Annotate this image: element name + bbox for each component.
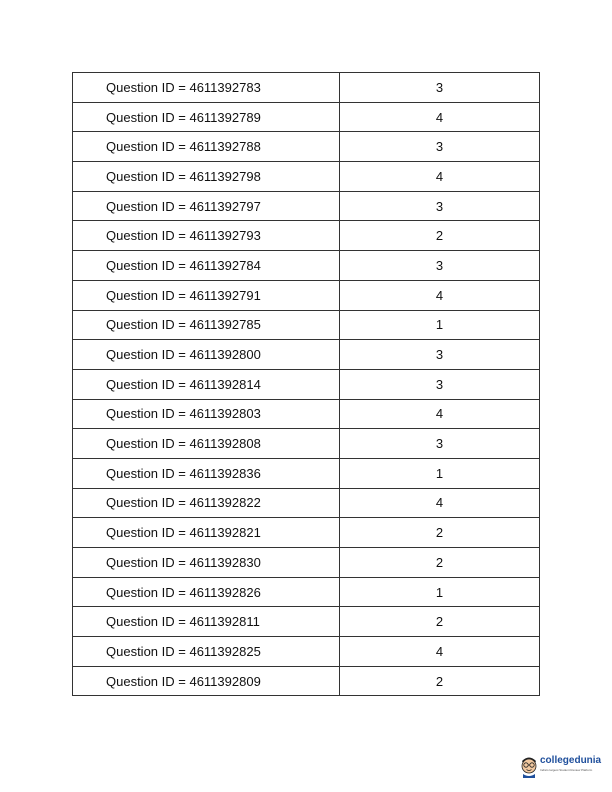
table-row: [73, 251, 540, 281]
answer-cell: 1: [340, 310, 540, 340]
question-id-cell: Question ID = 4611392783: [73, 73, 340, 103]
answer-cell: 2: [340, 607, 540, 637]
answer-key-table: [72, 72, 540, 696]
question-id-cell: Question ID = 4611392814: [73, 369, 340, 399]
answer-cell: 4: [340, 102, 540, 132]
question-id-cell: Question ID = 4611392821: [73, 518, 340, 548]
table-row: [73, 191, 540, 221]
question-id-cell: Question ID = 4611392836: [73, 458, 340, 488]
question-id-cell: Question ID = 4611392803: [73, 399, 340, 429]
answer-cell: 3: [340, 191, 540, 221]
collegedunia-logo: [516, 748, 612, 784]
question-id-cell: Question ID = 4611392789: [73, 102, 340, 132]
answer-cell: 4: [340, 488, 540, 518]
answer-cell: 4: [340, 280, 540, 310]
answer-cell: 3: [340, 251, 540, 281]
answer-cell: 3: [340, 369, 540, 399]
table-row: [73, 132, 540, 162]
question-id-cell: Question ID = 4611392830: [73, 548, 340, 578]
question-id-cell: Question ID = 4611392785: [73, 310, 340, 340]
question-id-cell: Question ID = 4611392822: [73, 488, 340, 518]
answer-cell: 3: [340, 132, 540, 162]
question-id-cell: Question ID = 4611392809: [73, 666, 340, 696]
table-row: [73, 221, 540, 251]
answer-cell: 3: [340, 340, 540, 370]
question-id-cell: Question ID = 4611392808: [73, 429, 340, 459]
answer-cell: 4: [340, 399, 540, 429]
student-mascot-icon: [518, 752, 540, 778]
question-id-cell: Question ID = 4611392788: [73, 132, 340, 162]
table-row: [73, 577, 540, 607]
question-id-cell: Question ID = 4611392798: [73, 162, 340, 192]
table-row: [73, 666, 540, 696]
question-id-cell: Question ID = 4611392826: [73, 577, 340, 607]
table-row: [73, 369, 540, 399]
question-id-cell: Question ID = 4611392811: [73, 607, 340, 637]
answer-cell: 1: [340, 577, 540, 607]
table-row: [73, 340, 540, 370]
table-row: [73, 518, 540, 548]
question-id-cell: Question ID = 4611392784: [73, 251, 340, 281]
answer-cell: 2: [340, 548, 540, 578]
brand-tagline: India's largest Student Review Platform: [540, 768, 593, 772]
question-id-cell: Question ID = 4611392825: [73, 637, 340, 667]
table-row: [73, 280, 540, 310]
table-row: [73, 399, 540, 429]
answer-key-rows: [73, 73, 540, 696]
question-id-cell: Question ID = 4611392793: [73, 221, 340, 251]
table-row: [73, 607, 540, 637]
question-id-cell: Question ID = 4611392797: [73, 191, 340, 221]
answer-cell: 2: [340, 666, 540, 696]
question-id-cell: Question ID = 4611392800: [73, 340, 340, 370]
table-row: [73, 548, 540, 578]
question-id-cell: Question ID = 4611392791: [73, 280, 340, 310]
answer-cell: 4: [340, 162, 540, 192]
answer-cell: 2: [340, 518, 540, 548]
answer-cell: 1: [340, 458, 540, 488]
table-row: [73, 102, 540, 132]
table-row: [73, 310, 540, 340]
table-row: [73, 637, 540, 667]
brand-name: collegedunia: [540, 755, 602, 766]
answer-cell: 2: [340, 221, 540, 251]
table-row: [73, 458, 540, 488]
table-row: [73, 488, 540, 518]
table-row: [73, 429, 540, 459]
answer-cell: 3: [340, 429, 540, 459]
answer-cell: 4: [340, 637, 540, 667]
table-row: [73, 162, 540, 192]
table-row: [73, 73, 540, 103]
answer-cell: 3: [340, 73, 540, 103]
